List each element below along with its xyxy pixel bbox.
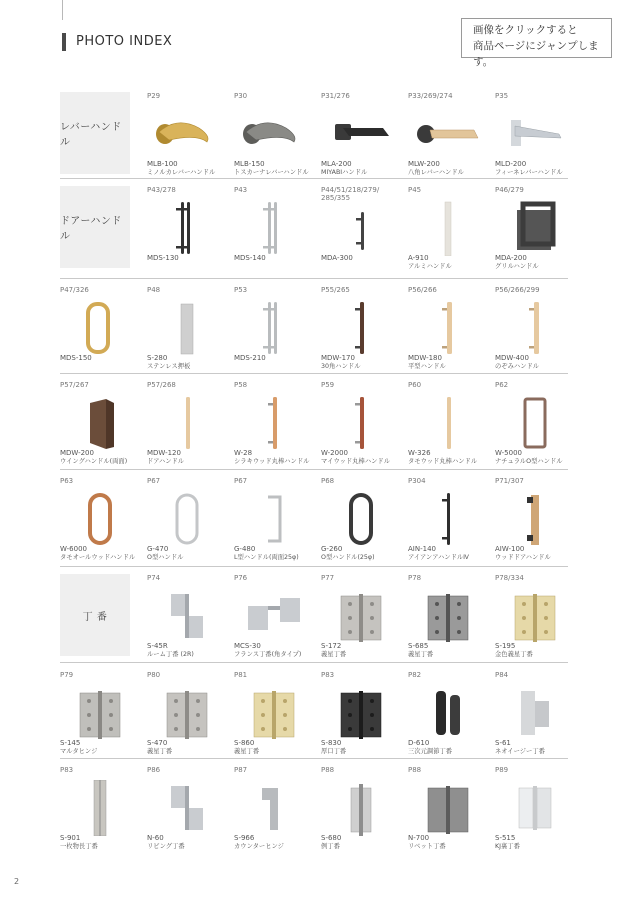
product-name: ドアハンドル	[147, 458, 185, 465]
page-reference: P79	[60, 671, 74, 679]
product-name: ミノルカレバーハンドル	[147, 169, 216, 176]
product-code: S-680	[321, 834, 342, 842]
page-reference: P80	[147, 671, 161, 679]
page-reference: P63	[60, 477, 74, 485]
short-pull-handle-icon[interactable]	[321, 200, 403, 256]
product-name: 義星丁番	[321, 651, 347, 658]
product-code: S-61	[495, 739, 511, 747]
product-code: MDW-120	[147, 449, 181, 457]
page-reference: P35	[495, 92, 509, 100]
page-reference: P304	[408, 477, 426, 485]
product-code: MDS-150	[60, 354, 92, 362]
product-code: A-910	[408, 254, 429, 262]
product-code: MDA-200	[495, 254, 527, 262]
gold-butt-hinge-icon[interactable]	[234, 685, 316, 741]
product-code: MLB-150	[234, 160, 265, 168]
page-reference: P48	[147, 286, 161, 294]
page-reference: P71/307	[495, 477, 524, 485]
product-name: 金色義星丁番	[495, 651, 533, 658]
product-card[interactable]	[408, 574, 494, 664]
product-code: S-470	[147, 739, 168, 747]
product-name: フィーネレバーハンドル	[495, 169, 563, 176]
page-reference: P43/278	[147, 186, 176, 194]
page-reference: P82	[408, 671, 422, 679]
product-code: W-2000	[321, 449, 348, 457]
page-reference: P78	[408, 574, 422, 582]
product-code: S-172	[321, 642, 342, 650]
product-name: フランス丁番(角タイプ)	[234, 651, 302, 658]
product-card[interactable]	[408, 286, 494, 376]
product-card[interactable]	[147, 766, 233, 856]
wood-lever-handle-icon[interactable]	[408, 106, 490, 162]
page-reference: P56/266	[408, 286, 437, 294]
wing-handle-icon[interactable]	[60, 395, 142, 451]
product-card[interactable]	[234, 671, 320, 761]
product-card[interactable]	[234, 766, 320, 856]
product-card[interactable]	[234, 186, 320, 276]
french-hinge-icon[interactable]	[234, 588, 316, 644]
product-code: S-195	[495, 642, 516, 650]
product-name: 一枚物長丁番	[60, 843, 98, 850]
page-reference: P47/326	[60, 286, 89, 294]
category-label-door: ドアーハンドル	[60, 186, 130, 268]
push-plate-icon[interactable]	[147, 300, 229, 356]
product-card[interactable]	[147, 381, 233, 471]
product-name: 例丁番	[321, 843, 340, 850]
page-reference: P29	[147, 92, 161, 100]
grille-handle-icon[interactable]	[495, 200, 577, 256]
page-reference: P83	[321, 671, 335, 679]
page-reference: P58	[234, 381, 248, 389]
round-butt-hinge-icon[interactable]	[60, 685, 142, 741]
product-card[interactable]	[321, 186, 407, 276]
product-code: S-901	[60, 834, 81, 842]
product-name: ルーム丁番 (2R)	[147, 651, 194, 658]
piano-hinge-icon[interactable]	[60, 780, 142, 836]
product-code: W-6000	[60, 545, 87, 553]
product-code: MDW-200	[60, 449, 94, 457]
category-label-hinge: 丁 番	[60, 574, 130, 656]
page-reference: P30	[234, 92, 248, 100]
product-name: 義星丁番	[147, 748, 173, 755]
product-card[interactable]	[408, 92, 494, 182]
product-name: 三次元調節丁番	[408, 748, 453, 755]
black-butt-hinge-icon[interactable]	[321, 685, 403, 741]
product-name: 八角レバーハンドル	[408, 169, 464, 176]
product-code: D-610	[408, 739, 430, 747]
page-reference: P68	[321, 477, 335, 485]
product-card[interactable]	[408, 477, 494, 567]
product-code: S-966	[234, 834, 255, 842]
gold-d-handle-icon[interactable]	[60, 300, 142, 356]
product-name: シラキウッド丸棒ハンドル	[234, 458, 310, 465]
aluminium-bar-icon[interactable]	[408, 200, 490, 256]
page-spine-line	[62, 0, 63, 20]
product-code: MDW-180	[408, 354, 442, 362]
product-card[interactable]	[60, 671, 146, 761]
gold-butt-hinge-icon[interactable]	[495, 588, 577, 644]
iron-bar-handle-icon[interactable]	[408, 491, 490, 547]
product-code: MLB-100	[147, 160, 178, 168]
product-code: S-685	[408, 642, 429, 650]
spring-hinge-icon[interactable]	[321, 780, 403, 836]
product-code: G-260	[321, 545, 343, 553]
product-card[interactable]	[321, 286, 407, 376]
product-code: N-700	[408, 834, 430, 842]
product-code: N-60	[147, 834, 164, 842]
page-reference: P56/266/299	[495, 286, 540, 294]
page-reference: P77	[321, 574, 335, 582]
product-card[interactable]	[495, 574, 581, 664]
product-code: MDS-210	[234, 354, 266, 362]
product-name: タモオールウッドハンドル	[60, 554, 136, 561]
page-reference: P62	[495, 381, 509, 389]
product-code: MLA-200	[321, 160, 352, 168]
product-card[interactable]	[495, 671, 581, 761]
product-name: L型ハンドル(両面25φ)	[234, 554, 299, 561]
product-name: リビング丁番	[147, 843, 185, 850]
page-reference: P87	[234, 766, 248, 774]
product-name: ナチュラルO型ハンドル	[495, 458, 563, 465]
product-name: O型ハンドル	[147, 554, 184, 561]
black-loop-icon[interactable]	[321, 491, 403, 547]
product-card[interactable]	[408, 186, 494, 276]
page-reference: P74	[147, 574, 161, 582]
product-name: 義星丁番	[408, 651, 434, 658]
product-card[interactable]	[495, 477, 581, 567]
black-lever-handle-icon[interactable]	[321, 106, 403, 162]
red-wood-bar-icon[interactable]	[321, 395, 403, 451]
product-name: ウッドドアハンドル	[495, 554, 551, 561]
product-code: S-45R	[147, 642, 168, 650]
product-card[interactable]	[234, 381, 320, 471]
page-reference: P45	[408, 186, 422, 194]
page-title: PHOTO INDEX	[76, 34, 173, 49]
product-name: 30角ハンドル	[321, 363, 361, 370]
page-number: 2	[14, 877, 20, 886]
product-card[interactable]	[147, 186, 233, 276]
product-card[interactable]	[408, 766, 494, 856]
light-wood-pull-icon[interactable]	[495, 300, 577, 356]
notice-line-2: 商品ページにジャンプします。	[473, 40, 599, 68]
lift-off-hinge-icon[interactable]	[147, 780, 229, 836]
product-name: アルミハンドル	[408, 263, 452, 270]
product-code: MCS-30	[234, 642, 261, 650]
gold-lever-handle-icon[interactable]	[147, 106, 229, 162]
category-label-lever: レバーハンドル	[60, 92, 130, 174]
product-code: MDW-170	[321, 354, 355, 362]
product-card[interactable]	[60, 381, 146, 471]
page-reference: P44/51/218/279/ 285/355	[321, 186, 380, 202]
page-reference: P81	[234, 671, 248, 679]
rivet-hinge-icon[interactable]	[408, 780, 490, 836]
product-code: MDS-140	[234, 254, 266, 262]
product-code: MDS-130	[147, 254, 179, 262]
product-card[interactable]	[147, 574, 233, 664]
product-name: O型ハンドル(25φ)	[321, 554, 375, 561]
page-reference: P43	[234, 186, 248, 194]
product-name: ウイングハンドル(両面)	[60, 458, 128, 465]
product-card[interactable]	[147, 92, 233, 182]
product-code: W-28	[234, 449, 253, 457]
page-reference: P57/268	[147, 381, 176, 389]
product-name: アイアンアハンドルⅣ	[408, 554, 469, 561]
product-card[interactable]	[495, 92, 581, 182]
product-card[interactable]	[495, 186, 581, 276]
product-card[interactable]	[234, 574, 320, 664]
lift-off-hinge-icon[interactable]	[147, 588, 229, 644]
page-reference: P86	[147, 766, 161, 774]
product-code: W-5000	[495, 449, 522, 457]
page-reference: P84	[495, 671, 509, 679]
product-card[interactable]	[234, 477, 320, 567]
product-card[interactable]	[321, 766, 407, 856]
product-code: MDA-300	[321, 254, 353, 262]
product-code: AIW-100	[495, 545, 525, 553]
product-code: G-470	[147, 545, 169, 553]
product-card[interactable]	[495, 766, 581, 856]
product-code: S-860	[234, 739, 255, 747]
light-wood-bar-icon[interactable]	[147, 395, 229, 451]
counter-hinge-icon[interactable]	[234, 780, 316, 836]
page-reference: P55/265	[321, 286, 350, 294]
product-card[interactable]	[147, 477, 233, 567]
product-card[interactable]	[495, 286, 581, 376]
product-code: AIN-140	[408, 545, 436, 553]
all-wood-loop-icon[interactable]	[60, 491, 142, 547]
page-reference: P46/279	[495, 186, 524, 194]
product-name: グリルハンドル	[495, 263, 539, 270]
product-code: G-480	[234, 545, 256, 553]
product-card[interactable]	[408, 381, 494, 471]
natural-o-handle-icon[interactable]	[495, 395, 577, 451]
dark-butt-hinge-icon[interactable]	[408, 588, 490, 644]
product-card[interactable]	[495, 381, 581, 471]
steel-pull-handle-icon[interactable]	[234, 200, 316, 256]
page-reference: P88	[321, 766, 335, 774]
product-name: タモウッド丸棒ハンドル	[408, 458, 478, 465]
product-card[interactable]	[408, 671, 494, 761]
product-name: カウンターヒンジ	[234, 843, 284, 850]
product-name: ネオイージー丁番	[495, 748, 545, 755]
product-code: MLD-200	[495, 160, 527, 168]
butt-hinge-icon[interactable]	[147, 685, 229, 741]
product-name: ステンレス押板	[147, 363, 191, 370]
product-card[interactable]	[321, 671, 407, 761]
product-card[interactable]	[147, 286, 233, 376]
silver-lever-handle-icon[interactable]	[234, 106, 316, 162]
easy-hinge-icon[interactable]	[495, 685, 577, 741]
concealed-hinge-icon[interactable]	[408, 685, 490, 741]
black-pull-handle-icon[interactable]	[147, 200, 229, 256]
page-reference: P88	[408, 766, 422, 774]
product-card[interactable]	[60, 766, 146, 856]
light-wood-bar-icon[interactable]	[408, 395, 490, 451]
light-wood-pull-icon[interactable]	[408, 300, 490, 356]
page-reference: P59	[321, 381, 335, 389]
product-code: W-326	[408, 449, 431, 457]
dark-wood-pull-icon[interactable]	[321, 300, 403, 356]
page-reference: P60	[408, 381, 422, 389]
product-name: 平型ハンドル	[408, 363, 446, 370]
product-card[interactable]	[321, 92, 407, 182]
steel-pull-handle-icon[interactable]	[234, 300, 316, 356]
product-code: MLW-200	[408, 160, 440, 168]
product-card[interactable]	[60, 286, 146, 376]
product-code: S-515	[495, 834, 516, 842]
page-reference: P67	[234, 477, 248, 485]
product-card[interactable]	[321, 574, 407, 664]
product-name: KJ裏丁番	[495, 843, 520, 850]
product-card[interactable]	[321, 477, 407, 567]
page-reference: P53	[234, 286, 248, 294]
wood-round-bar-icon[interactable]	[234, 395, 316, 451]
product-card[interactable]	[60, 477, 146, 567]
product-card[interactable]	[147, 671, 233, 761]
product-card[interactable]	[234, 92, 320, 182]
product-card[interactable]	[234, 286, 320, 376]
product-card[interactable]	[321, 381, 407, 471]
product-name: トスカーナレバーハンドル	[234, 169, 309, 176]
product-name: 義星丁番	[234, 748, 260, 755]
page-reference: P33/269/274	[408, 92, 453, 100]
page-reference: P67	[147, 477, 161, 485]
page-reference: P31/276	[321, 92, 350, 100]
click-notice-box	[461, 18, 612, 68]
wood-door-handle-icon[interactable]	[495, 491, 577, 547]
steel-l-handle-icon[interactable]	[234, 491, 316, 547]
flat-lever-handle-icon[interactable]	[495, 106, 577, 162]
product-name: マイウッド丸棒ハンドル	[321, 458, 391, 465]
product-code: S-830	[321, 739, 342, 747]
product-name: MIYABIハンドル	[321, 169, 368, 176]
product-code: MDW-400	[495, 354, 529, 362]
page-reference: P78/334	[495, 574, 524, 582]
row-divider	[60, 278, 568, 279]
product-name: マルタヒンジ	[60, 748, 98, 755]
product-name: 厚口丁番	[321, 748, 347, 755]
product-name: リベット丁番	[408, 843, 446, 850]
steel-loop-icon[interactable]	[147, 491, 229, 547]
white-lift-off-hinge-icon[interactable]	[495, 780, 577, 836]
product-code: S-145	[60, 739, 81, 747]
page-reference: P83	[60, 766, 74, 774]
page-reference: P76	[234, 574, 248, 582]
product-name: のぞみハンドル	[495, 363, 540, 370]
page-reference: P89	[495, 766, 509, 774]
notice-line-1: 画像をクリックすると	[473, 24, 578, 36]
butt-hinge-icon[interactable]	[321, 588, 403, 644]
title-accent-bar	[62, 33, 66, 51]
product-code: S-280	[147, 354, 168, 362]
page-reference: P57/267	[60, 381, 89, 389]
